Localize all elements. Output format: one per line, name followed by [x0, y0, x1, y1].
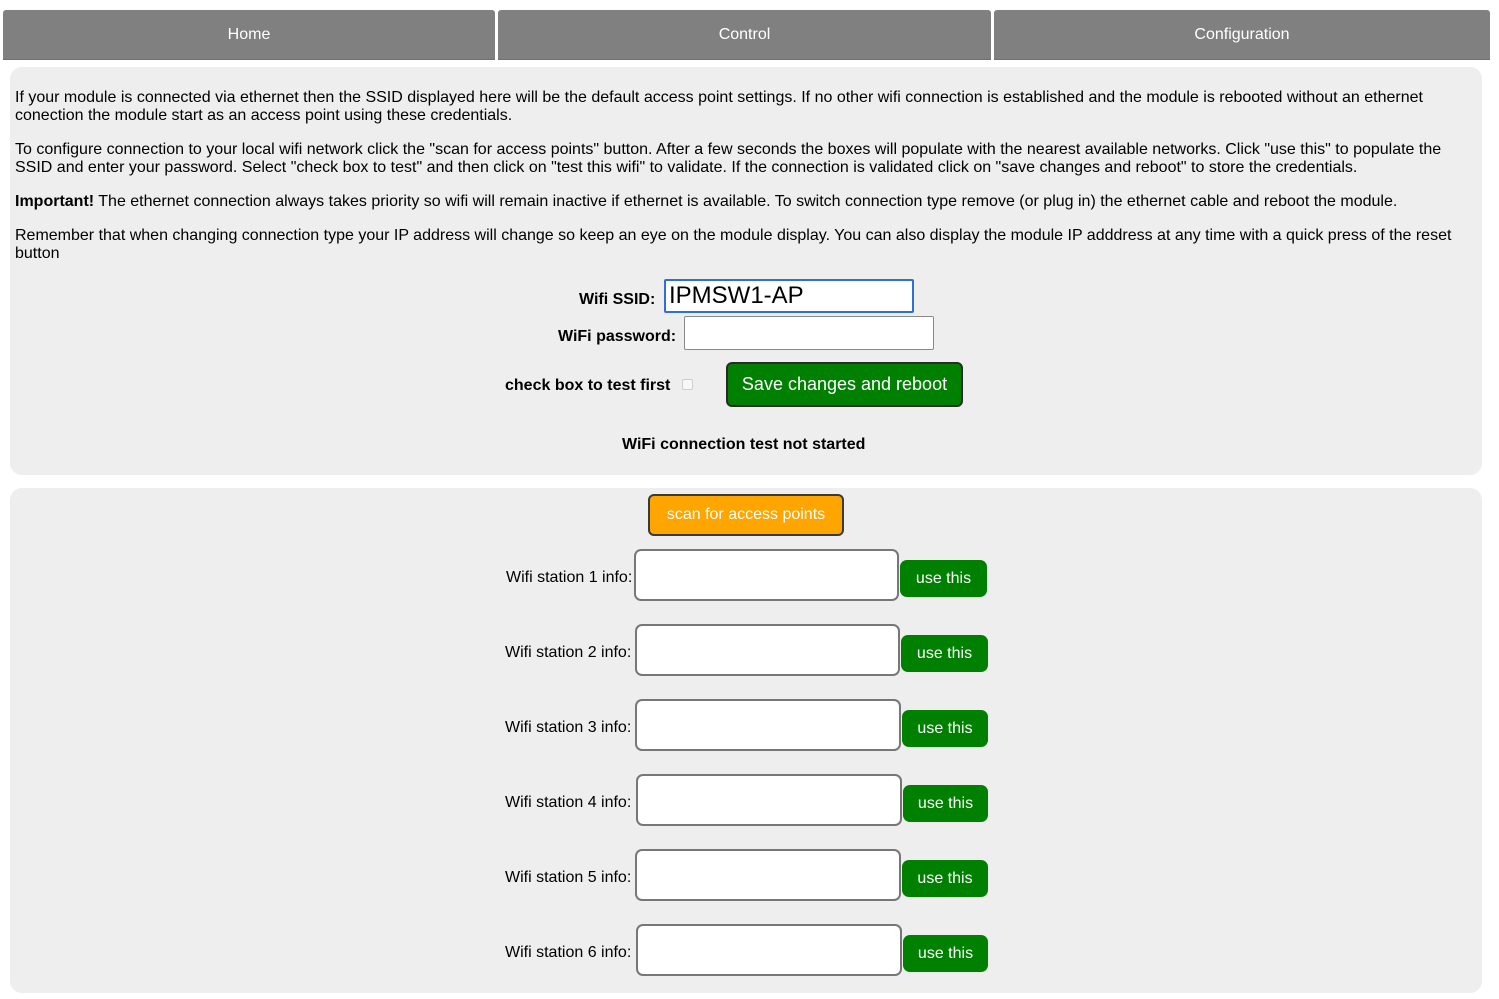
info-paragraph-important	[15, 193, 1477, 211]
important-text: The ethernet connection always takes priority so wifi will remain inactive if ethernet is available. To switch connection type remove (or plug in) the ethernet cable and reboot the module.	[94, 193, 1398, 210]
use-this-button[interactable]: use this	[903, 785, 988, 822]
use-this-button[interactable]: use this	[900, 560, 987, 597]
use-this-button[interactable]: use this	[901, 635, 988, 672]
test-first-checkbox[interactable]	[682, 379, 693, 390]
password-input[interactable]	[684, 316, 934, 350]
station-info-input[interactable]	[636, 924, 902, 976]
scan-panel	[10, 488, 1482, 993]
tab-control[interactable]: Control	[498, 10, 991, 60]
info-paragraph-ip: Remember that when changing connection type your IP address will change so keep an eye on the module display. You can also display the module IP adddress at any time with a quick press of the reset button	[15, 227, 1452, 262]
station-label: Wifi station 3 info:	[505, 719, 632, 736]
tab-configuration[interactable]: Configuration	[994, 10, 1490, 60]
scan-access-points-button[interactable]: scan for access points	[648, 494, 844, 536]
top-nav	[3, 10, 1490, 60]
ssid-input[interactable]	[664, 279, 914, 313]
station-info-input[interactable]	[635, 699, 901, 751]
station-label: Wifi station 4 info:	[505, 794, 632, 811]
test-checkbox-label: check box to test first	[505, 377, 671, 394]
station-label: Wifi station 2 info:	[505, 644, 632, 661]
info-paragraph-ap: If your module is connected via ethernet then the SSID displayed here will be the default access point settings. If no other wifi connection is established and the module is rebooted without an ethernet conection the module start as an access point using these credentials.	[15, 89, 1423, 124]
ssid-label: Wifi SSID:	[579, 291, 656, 308]
wifi-config-panel	[10, 67, 1482, 475]
station-label: Wifi station 1 info:	[506, 569, 633, 586]
info-paragraph-configure: To configure connection to your local wifi network click the "scan for access points" button. After a few seconds the boxes will populate with the nearest available networks. Click "use this" to populate the SSID and enter your password. Select "check box to test" and then click on "test this wifi" to validate. If the connection is validated click on "save changes and reboot" to store the credentials.	[15, 141, 1442, 176]
station-info-input[interactable]	[635, 624, 900, 676]
station-info-input[interactable]	[636, 774, 902, 826]
station-label: Wifi station 5 info:	[505, 869, 632, 886]
important-label: Important!	[15, 193, 95, 210]
password-label: WiFi password:	[558, 328, 677, 345]
station-info-input[interactable]	[634, 549, 899, 601]
wifi-test-status: WiFi connection test not started	[622, 436, 866, 453]
tab-home[interactable]: Home	[3, 10, 495, 60]
station-info-input[interactable]	[635, 849, 901, 901]
station-label: Wifi station 6 info:	[505, 944, 632, 961]
use-this-button[interactable]: use this	[903, 935, 988, 972]
use-this-button[interactable]: use this	[902, 860, 988, 897]
save-and-reboot-button[interactable]: Save changes and reboot	[726, 362, 963, 407]
use-this-button[interactable]: use this	[902, 710, 988, 747]
